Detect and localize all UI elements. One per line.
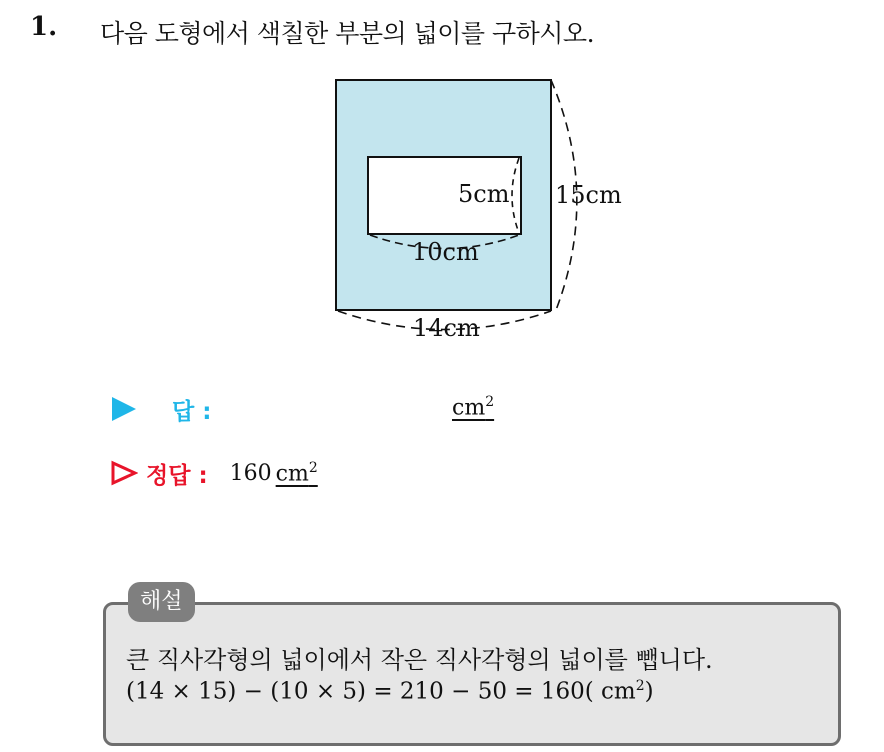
inner-width-label: 10cm <box>412 238 479 266</box>
correct-answer-unit-exponent: 2 <box>308 459 318 476</box>
answer-row <box>112 392 211 426</box>
answer-label: 답 : <box>172 398 212 425</box>
correct-answer-row <box>110 456 318 490</box>
outer-height-label: 15cm <box>555 181 622 209</box>
outer-width-label: 14cm <box>413 314 480 342</box>
figure <box>0 0 884 360</box>
formula-exponent: 2 <box>635 678 645 694</box>
answer-unit: cm <box>452 395 486 421</box>
question-text: 다음 도형에서 색칠한 부분의 넓이를 구하시오. <box>100 19 595 48</box>
correct-answer-unit-wrap <box>276 460 318 486</box>
formula-close: ) <box>644 678 654 705</box>
explanation-text: 큰 직사각형의 넓이에서 작은 직사각형의 넓이를 뺍니다. <box>126 646 713 674</box>
inner-height-label: 5cm <box>458 180 510 208</box>
explanation-formula <box>126 678 654 705</box>
answer-blank-unit[interactable] <box>452 394 494 420</box>
correct-answer-unit: cm <box>275 461 309 487</box>
explanation-tag: 해설 <box>128 582 195 622</box>
outline-arrow-icon <box>110 460 138 486</box>
answer-unit-exponent: 2 <box>485 394 495 410</box>
formula-text: (14 × 15) − (10 × 5) = 210 − 50 = 160( cm <box>126 678 636 705</box>
correct-answer-label: 정답 : <box>146 462 208 489</box>
question-number: 1. <box>30 12 58 42</box>
play-arrow-icon <box>112 397 136 421</box>
correct-answer-value: 160 <box>229 460 272 486</box>
